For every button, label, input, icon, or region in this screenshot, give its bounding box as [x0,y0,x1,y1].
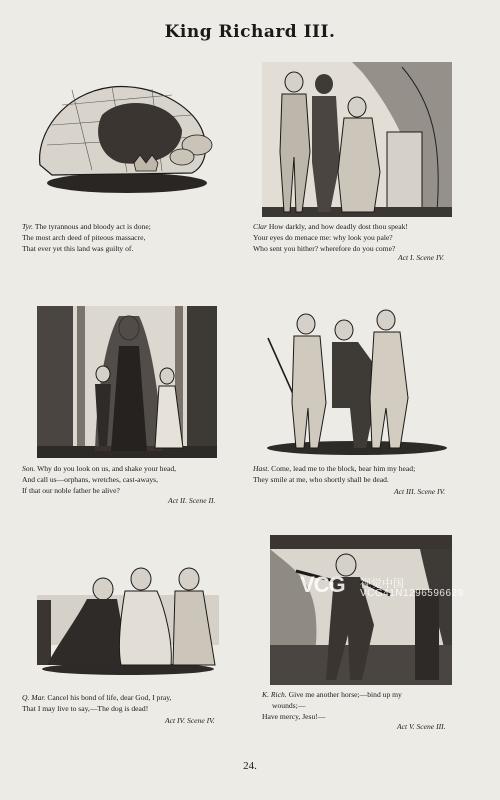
caption-hastings [253,464,415,486]
caption-line: The most arch deed of piteous massacre, [22,232,146,242]
illustration-duchess-children [37,306,217,458]
illustration-mourning-queens [37,565,219,675]
watermark-id: VCG41N1296596629 [360,588,464,599]
caption-line: Have mercy, Jesu!— [262,711,326,721]
caption-king-richard [262,690,402,722]
caption-line: They smile at me, who shortly shall be dead. [253,474,389,484]
caption-line: That I may live to say,—The dog is dead! [22,703,149,713]
act-scene-reference: Act I. Scene IV. [398,253,445,262]
caption-son [22,464,176,496]
speaker-label: Q. Mar. [22,693,46,702]
act-scene-reference: Act IV. Scene IV. [165,716,215,725]
caption-tyrrel [22,222,151,254]
act-scene-reference: Act II. Scene II. [168,496,216,505]
speaker-label: Son. [22,464,36,473]
caption-line: Cancel his bond of life, dear God, I pray, [47,693,172,702]
act-scene-reference: Act V. Scene III. [397,722,446,731]
caption-line: If that our noble father be alive? [22,485,120,495]
caption-clarence [253,222,408,254]
watermark [300,570,500,610]
caption-line: Who sent you hither? wherefore do you come? [253,243,396,253]
caption-line: Give me another horse;—bind up my [288,690,402,699]
caption-line: Come, lead me to the block, bear him my head; [271,464,416,473]
caption-line: The tyrannous and bloody act is done; [34,222,151,231]
caption-line: Your eyes do menace me: why look you pale? [253,232,393,242]
illustration-clarence-murderers [262,62,452,217]
speaker-label: Clar [253,222,267,231]
caption-line: Why do you look on us, and shake your head, [37,464,177,473]
speaker-label: Tyr. [22,222,34,231]
caption-line: And call us—orphans, wretches, cast-aways, [22,474,159,484]
caption-line: How darkly, and how deadly dost thou speak! [268,222,408,231]
page-title: King Richard III. [164,22,336,42]
watermark-logo: VCG [300,572,345,597]
speaker-label: Hast. [253,464,270,473]
act-scene-reference: Act III. Scene IV. [394,487,446,496]
illustration-hastings-led-away [262,308,452,458]
illustration-richard-dream [270,535,452,685]
illustration-princes-in-bed [32,75,214,195]
watermark-site: 视觉中国 [360,578,404,590]
caption-queen-margaret [22,693,171,715]
page-number: 24. [243,760,257,772]
caption-line: That ever yet this land was guilty of. [22,243,134,253]
speaker-label: K. Rich. [262,690,287,699]
caption-line: wounds;— [272,700,306,710]
